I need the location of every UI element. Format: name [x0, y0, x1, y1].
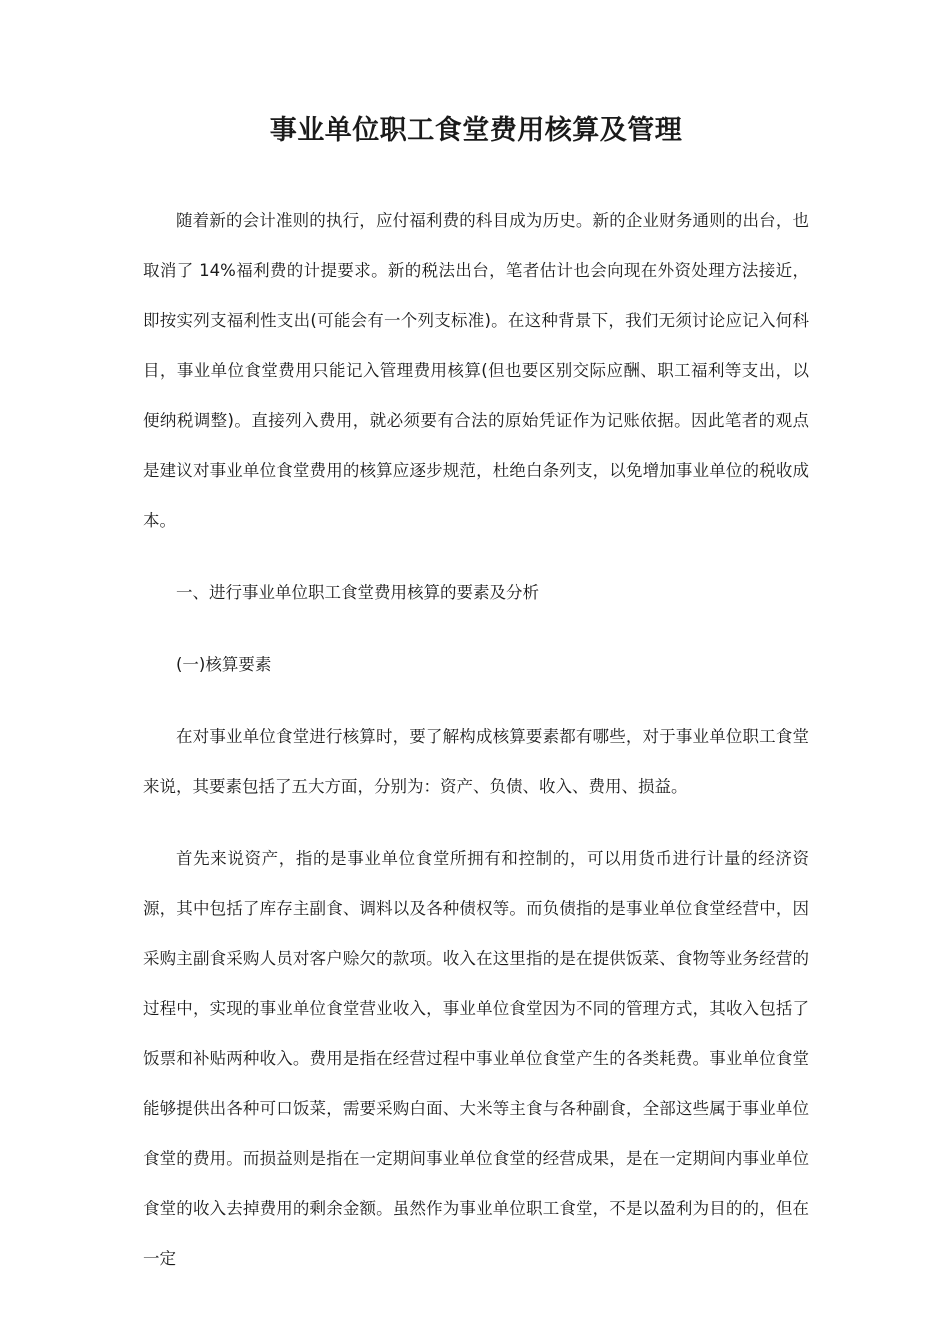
- paragraph-details: 首先来说资产，指的是事业单位食堂所拥有和控制的，可以用货币进行计量的经济资源，其中包括了库存主副食、调料以及各种债权等。而负债指的是事业单位食堂经营中，因采购主副食采购人员对客户赊欠的款项。收入在这里指的是在提供饭菜、食物等业务经营的过程中，实现的事业单位食堂营业收入，事业单位食堂因为不同的管理方式，其收入包括了饭票和补贴两种收入。费用是指在经营过程中事业单位食堂产生的各类耗费。事业单位食堂能够提供出各种可口饭菜，需要采购白面、大米等主食与各种副食，全部这些属于事业单位食堂的费用。而损益则是指在一定期间事业单位食堂的经营成果，是在一定期间内事业单位食堂的收入去掉费用的剩余金额。虽然作为事业单位职工食堂，不是以盈利为目的的，但在一定: [143, 849, 809, 1268]
- document-title: 事业单位职工食堂费用核算及管理: [269, 115, 683, 146]
- paragraph-elements: 在对事业单位食堂进行核算时，要了解构成核算要素都有哪些，对于事业单位职工食堂来说，其要素包括了五大方面，分别为：资产、负债、收入、费用、损益。: [143, 727, 809, 796]
- document-body: [143, 196, 809, 1284]
- paragraph-intro: 随着新的会计准则的执行，应付福利费的科目成为历史。新的企业财务通则的出台，也取消了 14%福利费的计提要求。新的税法出台，笔者估计也会向现在外资处理方法接近，即按实列支福利性支出(可能会有一个列支标准)。在这种背景下，我们无须讨论应记入何科目，事业单位食堂费用只能记入管理费用核算(但也要区别交际应酬、职工福利等支出，以便纳税调整)。直接列入费用，就必须要有合法的原始凭证作为记账依据。因此笔者的观点是建议对事业单位食堂费用的核算应逐步规范，杜绝白条列支，以免增加事业单位的税收成本。: [143, 211, 809, 530]
- subsection-heading-1: (一)核算要素: [176, 655, 272, 674]
- section-heading-1: 一、进行事业单位职工食堂费用核算的要素及分析: [176, 583, 539, 602]
